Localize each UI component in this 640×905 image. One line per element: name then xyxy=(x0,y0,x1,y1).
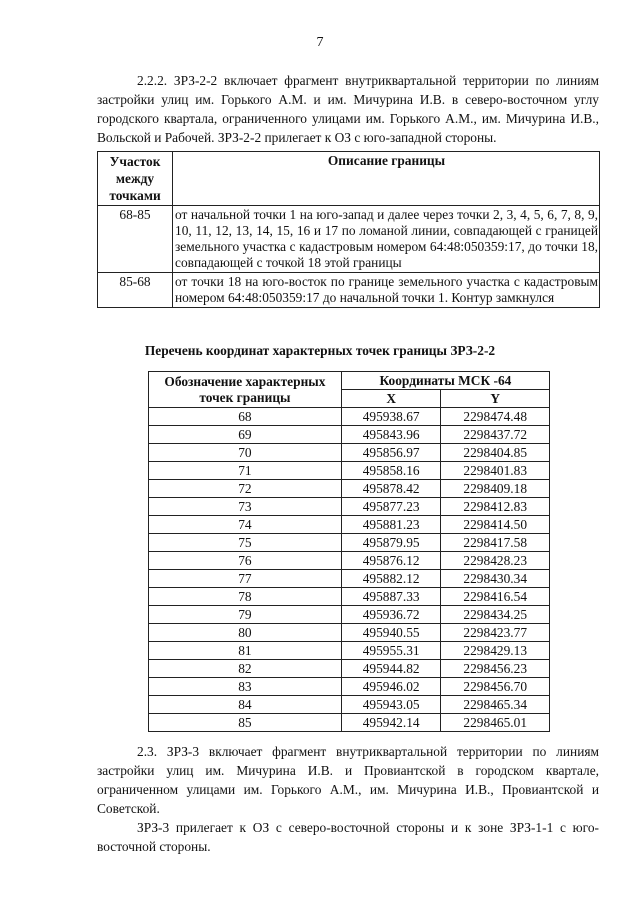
y-cell: 2298409.18 xyxy=(441,480,550,498)
x-cell: 495942.14 xyxy=(341,714,441,732)
point-cell: 85 xyxy=(149,714,342,732)
table-row xyxy=(149,660,550,678)
x-cell: 495946.02 xyxy=(341,678,441,696)
boundary-header-row xyxy=(98,152,600,206)
point-cell: 73 xyxy=(149,498,342,516)
table-row xyxy=(149,516,550,534)
y-cell: 2298429.13 xyxy=(441,642,550,660)
x-cell: 495943.05 xyxy=(341,696,441,714)
paragraph-2-3-adjacency: ЗРЗ-3 прилегает к ОЗ с северо-восточной стороны и к зоне ЗРЗ-1-1 с юго-восточной стороны. xyxy=(97,820,599,854)
y-cell: 2298465.34 xyxy=(441,696,550,714)
point-cell: 72 xyxy=(149,480,342,498)
y-cell: 2298428.23 xyxy=(441,552,550,570)
x-cell: 495877.23 xyxy=(341,498,441,516)
point-cell: 75 xyxy=(149,534,342,552)
point-cell: 78 xyxy=(149,588,342,606)
point-cell: 76 xyxy=(149,552,342,570)
page-number: 7 xyxy=(316,35,324,50)
x-cell: 495881.23 xyxy=(341,516,441,534)
point-cell: 69 xyxy=(149,426,342,444)
boundary-header-description: Описание границы xyxy=(173,152,600,206)
table-row xyxy=(149,678,550,696)
y-cell: 2298430.34 xyxy=(441,570,550,588)
table-row xyxy=(149,444,550,462)
x-cell: 495955.31 xyxy=(341,642,441,660)
point-cell: 71 xyxy=(149,462,342,480)
table-row xyxy=(149,462,550,480)
x-cell: 495878.42 xyxy=(341,480,441,498)
y-cell: 2298456.23 xyxy=(441,660,550,678)
boundary-section-cell: 68-85 xyxy=(98,206,173,273)
y-cell: 2298423.77 xyxy=(441,624,550,642)
point-cell: 70 xyxy=(149,444,342,462)
x-cell: 495879.95 xyxy=(341,534,441,552)
coordinates-header-row xyxy=(149,372,550,390)
x-cell: 495843.96 xyxy=(341,426,441,444)
point-cell: 82 xyxy=(149,660,342,678)
x-cell: 495882.12 xyxy=(341,570,441,588)
boundary-table xyxy=(97,151,600,308)
point-cell: 81 xyxy=(149,642,342,660)
y-cell: 2298465.01 xyxy=(441,714,550,732)
table-row xyxy=(149,606,550,624)
coordinates-header-system: Координаты МСК -64 xyxy=(341,372,549,390)
table-row xyxy=(149,534,550,552)
point-cell: 83 xyxy=(149,678,342,696)
table-row xyxy=(149,498,550,516)
paragraph-2-3: 2.3. ЗРЗ-3 включает фрагмент внутриквартальной территории по линиям застройки улиц им. Мичурина И.В. и Провиантской в городском квартале, ограниченном улицами им. Горького А.М., им. Мичурина И.В., Провиантской и Советской. xyxy=(97,744,599,816)
point-cell: 84 xyxy=(149,696,342,714)
x-cell: 495944.82 xyxy=(341,660,441,678)
x-cell: 495858.16 xyxy=(341,462,441,480)
y-cell: 2298414.50 xyxy=(441,516,550,534)
boundary-section-cell: 85-68 xyxy=(98,273,173,308)
boundary-description-cell: от начальной точки 1 на юго-запад и далее через точки 2, 3, 4, 5, 6, 7, 8, 9, 10, 11, 12, 13, 14, 15, 16 и 17 по ломаной линии, совпадающей с границей земельного участка с кадастровым номером 64:48:050359:17, до точки 18, совпадающей с точкой 18 этой границы xyxy=(173,206,600,273)
table-row xyxy=(149,552,550,570)
y-cell: 2298412.83 xyxy=(441,498,550,516)
coordinates-header-point: Обозначение характерных точек границы xyxy=(149,372,342,408)
y-cell: 2298404.85 xyxy=(441,444,550,462)
point-cell: 68 xyxy=(149,408,342,426)
y-cell: 2298401.83 xyxy=(441,462,550,480)
intro-paragraph: 2.2.2. ЗРЗ-2-2 включает фрагмент внутриквартальной территории по линиям застройки улиц им. Горького А.М. и им. Мичурина И.В. в северо-восточном углу городского квартала, ограниченного улицами им. Горького А.М., им. Мичурина И.В., Вольской и Рабочей. ЗРЗ-2-2 прилегает к ОЗ с юго-западной стороны. xyxy=(97,73,599,145)
x-cell: 495936.72 xyxy=(341,606,441,624)
point-cell: 77 xyxy=(149,570,342,588)
x-cell: 495940.55 xyxy=(341,624,441,642)
x-cell: 495856.97 xyxy=(341,444,441,462)
x-cell: 495938.67 xyxy=(341,408,441,426)
point-cell: 80 xyxy=(149,624,342,642)
table-row xyxy=(149,408,550,426)
y-cell: 2298417.58 xyxy=(441,534,550,552)
table-row xyxy=(149,642,550,660)
y-cell: 2298416.54 xyxy=(441,588,550,606)
boundary-header-section: Участок между точками xyxy=(98,152,173,206)
coordinates-table xyxy=(148,371,550,732)
coordinates-header-y: Y xyxy=(441,390,550,408)
y-cell: 2298434.25 xyxy=(441,606,550,624)
table-row xyxy=(149,714,550,732)
point-cell: 79 xyxy=(149,606,342,624)
table-row xyxy=(98,273,600,308)
coordinates-title: Перечень координат характерных точек границы ЗРЗ-2-2 xyxy=(144,343,496,358)
table-row xyxy=(149,696,550,714)
y-cell: 2298456.70 xyxy=(441,678,550,696)
y-cell: 2298474.48 xyxy=(441,408,550,426)
table-row xyxy=(149,570,550,588)
point-cell: 74 xyxy=(149,516,342,534)
y-cell: 2298437.72 xyxy=(441,426,550,444)
boundary-description-cell: от точки 18 на юго-восток по границе земельного участка с кадастровым номером 64:48:050359:17 до начальной точки 1. Контур замкнулся xyxy=(173,273,600,308)
x-cell: 495887.33 xyxy=(341,588,441,606)
table-row xyxy=(98,206,600,273)
table-row xyxy=(149,480,550,498)
table-row xyxy=(149,426,550,444)
coordinates-header-x: X xyxy=(341,390,441,408)
x-cell: 495876.12 xyxy=(341,552,441,570)
table-row xyxy=(149,588,550,606)
table-row xyxy=(149,624,550,642)
